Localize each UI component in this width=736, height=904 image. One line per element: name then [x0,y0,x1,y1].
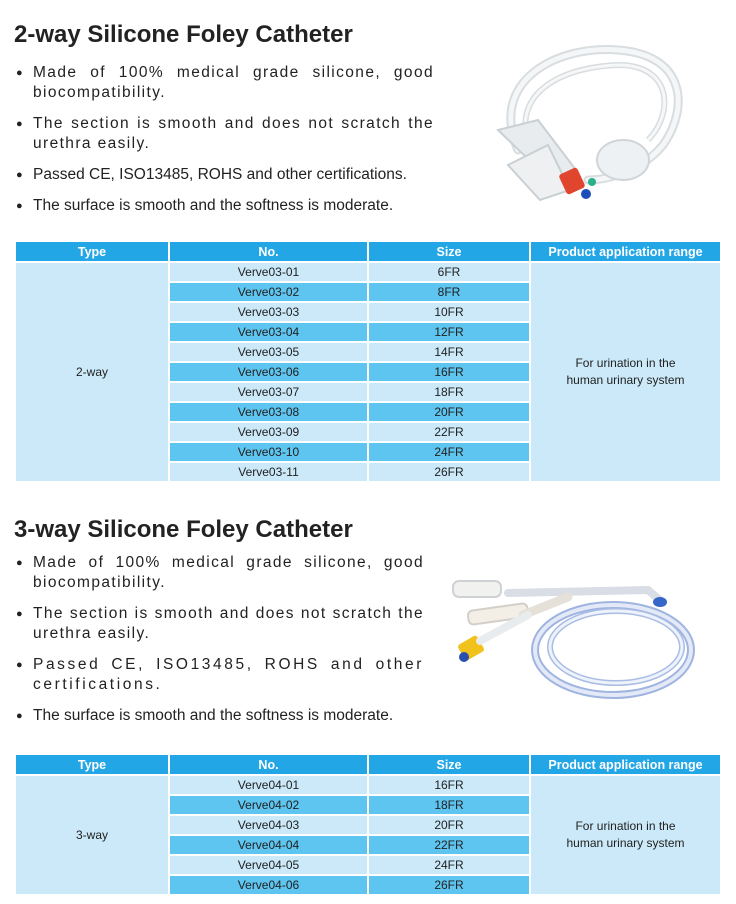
application-cell: For urination in the human urinary system [530,775,721,895]
header-type: Type [15,241,169,262]
header-no: No. [169,754,368,775]
two-way-catheter-photo [478,20,698,216]
header-application: Product application range [530,754,721,775]
size-cell: 26FR [368,875,530,895]
two-way-spec-table [14,240,722,483]
model-cell: Verve03-11 [169,462,368,482]
size-cell: 20FR [368,402,530,422]
feature-bullet: ● Passed CE, ISO13485, ROHS and other certifications. [14,165,434,185]
model-cell: Verve03-09 [169,422,368,442]
header-type: Type [15,754,169,775]
model-cell: Verve04-03 [169,815,368,835]
model-cell: Verve03-04 [169,322,368,342]
size-cell: 12FR [368,322,530,342]
feature-bullet: ● Made of 100% medical grade silicone, good biocompatibility. [14,63,434,103]
two-way-title: 2-way Silicone Foley Catheter [14,21,353,48]
type-cell: 2-way [15,262,169,482]
two-way-feature-list [14,63,434,227]
size-cell: 8FR [368,282,530,302]
model-cell: Verve03-10 [169,442,368,462]
three-way-catheter-photo [448,555,698,705]
feature-bullet: ● The section is smooth and does not scratch the urethra easily. [14,604,424,644]
model-cell: Verve04-06 [169,875,368,895]
model-cell: Verve03-05 [169,342,368,362]
model-cell: Verve04-01 [169,775,368,795]
size-cell: 16FR [368,775,530,795]
type-cell: 3-way [15,775,169,895]
model-cell: Verve03-06 [169,362,368,382]
size-cell: 22FR [368,422,530,442]
size-cell: 24FR [368,855,530,875]
application-cell: For urination in the human urinary system [530,262,721,482]
model-cell: Verve03-08 [169,402,368,422]
feature-bullet: ● The section is smooth and does not scratch the urethra easily. [14,114,434,154]
model-cell: Verve04-05 [169,855,368,875]
size-cell: 16FR [368,362,530,382]
header-size: Size [368,241,530,262]
model-cell: Verve04-02 [169,795,368,815]
table-header-row [15,754,721,775]
feature-bullet: ● Passed CE, ISO13485, ROHS and other certifications. [14,655,424,695]
feature-bullet: ● Made of 100% medical grade silicone, good biocompatibility. [14,553,424,593]
size-cell: 26FR [368,462,530,482]
three-way-section [0,505,736,900]
size-cell: 6FR [368,262,530,282]
model-cell: Verve04-04 [169,835,368,855]
header-application: Product application range [530,241,721,262]
table-header-row [15,241,721,262]
model-cell: Verve03-07 [169,382,368,402]
model-cell: Verve03-03 [169,302,368,322]
feature-bullet: ● The surface is smooth and the softness is moderate. [14,706,424,726]
header-no: No. [169,241,368,262]
model-cell: Verve03-02 [169,282,368,302]
size-cell: 18FR [368,382,530,402]
header-size: Size [368,754,530,775]
size-cell: 20FR [368,815,530,835]
size-cell: 14FR [368,342,530,362]
size-cell: 24FR [368,442,530,462]
size-cell: 10FR [368,302,530,322]
three-way-spec-table [14,753,722,896]
model-cell: Verve03-01 [169,262,368,282]
three-way-title: 3-way Silicone Foley Catheter [14,516,353,543]
table-row [15,775,721,795]
feature-bullet: ● The surface is smooth and the softness is moderate. [14,196,434,216]
size-cell: 22FR [368,835,530,855]
size-cell: 18FR [368,795,530,815]
three-way-feature-list [14,553,424,737]
table-row [15,262,721,282]
